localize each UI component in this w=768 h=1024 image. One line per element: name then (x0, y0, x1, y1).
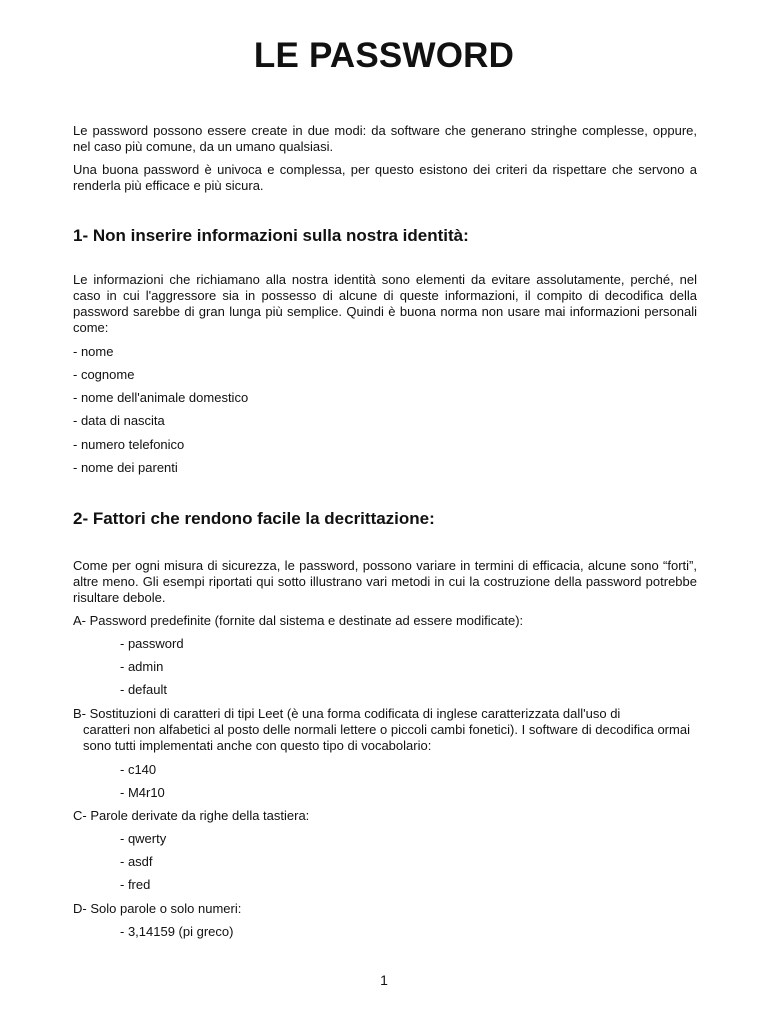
example-item: - password (120, 636, 184, 651)
category-b-label-first-line: B- Sostituzioni di caratteri di tipi Leet (è una forma codificata di inglese caratterizzata dall'uso di (73, 706, 621, 721)
example-item: - admin (120, 659, 164, 674)
list-item: - nome (73, 344, 114, 359)
intro-paragraph-2: Una buona password è univoca e complessa, per questo esistono dei criteri da rispettare che servono a renderla più efficace e più sicura. (73, 162, 697, 193)
list-item: - nome dei parenti (73, 460, 178, 475)
page-number: 1 (380, 972, 388, 988)
example-item: - fred (120, 877, 151, 892)
section-2-heading: 2- Fattori che rendono facile la decrittazione: (73, 509, 435, 528)
example-item: - default (120, 682, 167, 697)
example-item: - c140 (120, 762, 157, 777)
page-title: LE PASSWORD (253, 36, 515, 75)
section-1-paragraph: Le informazioni che richiamano alla nostra identità sono elementi da evitare assolutamente, perché, nel caso in cui l'aggressore sia in possesso di alcune di queste informazioni, il compito di decodifica della password sarebbe di gran lunga più semplice. Quindi è buona norma non usare mai informazioni personali come: (73, 272, 697, 335)
example-item: - 3,14159 (pi greco) (120, 924, 234, 939)
category-d-label: D- Solo parole o solo numeri: (73, 901, 242, 916)
list-item: - numero telefonico (73, 437, 185, 452)
category-c-label: C- Parole derivate da righe della tastiera: (73, 808, 310, 823)
intro-paragraph-1: Le password possono essere create in due modi: da software che generano stringhe complesse, oppure, nel caso più comune, da un umano qualsiasi. (73, 123, 697, 154)
category-b-label-continuation: caratteri non alfabetici al posto delle normali lettere o piccoli cambi fonetici). I software di decodifica ormai sono tutti implementati anche con questo tipo di vocabolario: (83, 722, 690, 753)
example-item: - qwerty (120, 831, 167, 846)
section-2-paragraph: Come per ogni misura di sicurezza, le password, possono variare in termini di efficacia, alcune sono “forti”, altre meno. Gli esempi riportati qui sotto illustrano vari metodi in cui la costruzione della password potrebbe risultare debole. (73, 558, 697, 605)
example-item: - asdf (120, 854, 153, 869)
category-a-label: A- Password predefinite (fornite dal sistema e destinate ad essere modificate): (73, 613, 524, 628)
section-1-heading: 1- Non inserire informazioni sulla nostra identità: (73, 226, 469, 245)
category-b-label (73, 706, 697, 754)
list-item: - nome dell'animale domestico (73, 390, 249, 405)
example-item: - M4r10 (120, 785, 165, 800)
list-item: - cognome (73, 367, 135, 382)
list-item: - data di nascita (73, 413, 165, 428)
